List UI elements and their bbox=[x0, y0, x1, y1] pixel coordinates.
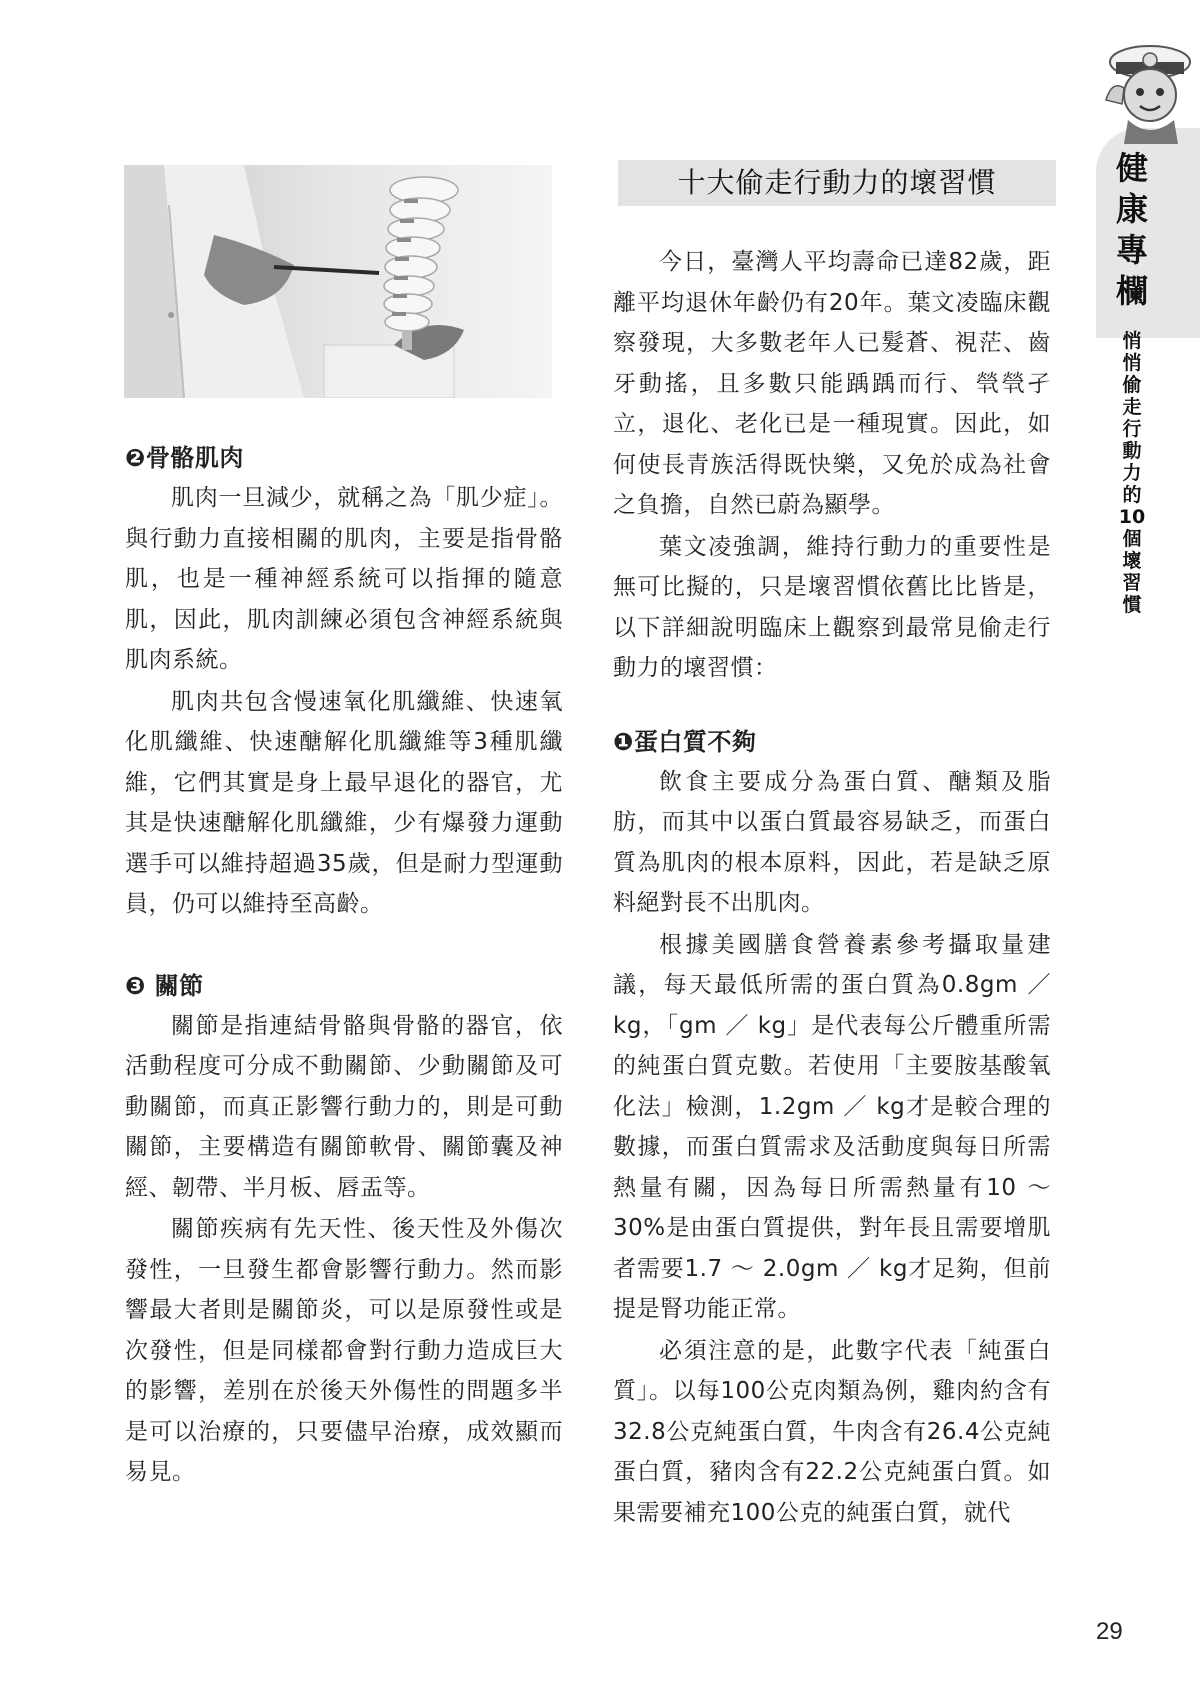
section-heading-protein: ❶蛋白質不夠 bbox=[613, 727, 757, 756]
subtitle-char: 壞 bbox=[1122, 550, 1142, 572]
paragraph: 飲食主要成分為蛋白質、醣類及脂肪，而其中以蛋白質最容易缺乏，而蛋白質為肌肉的根本原料，因此，若是缺乏原料絕對長不出肌肉。 bbox=[613, 768, 1051, 916]
paragraph: 肌肉一旦減少，就稱之為「肌少症」。與行動力直接相關的肌肉，主要是指骨骼肌，也是一種神經系統可以指揮的隨意肌，因此，肌肉訓練必須包含神經系統與肌肉系統。 bbox=[125, 485, 563, 673]
section-heading-joints: ❸ 關節 bbox=[125, 971, 204, 1000]
right-column bbox=[613, 242, 1051, 1534]
subtitle-char: 力 bbox=[1122, 462, 1142, 484]
spine-model-photo bbox=[124, 165, 552, 398]
subtitle-char: 悄 bbox=[1122, 330, 1142, 352]
subtitle-char: 慣 bbox=[1122, 594, 1142, 616]
page-number: 29 bbox=[1096, 1618, 1123, 1645]
subtitle-char: 走 bbox=[1122, 396, 1142, 418]
column-category-title: 健康專欄 bbox=[1115, 149, 1148, 310]
subtitle-char: 習 bbox=[1122, 572, 1142, 594]
paragraph: 根據美國膳食營養素參考攝取量建議，每天最低所需的蛋白質為0.8gm ／ kg，「gm ／ kg」是代表每公斤體重所需的純蛋白質克數。若使用「主要胺基酸氧化法」檢測，1.2gm ／ kg才是較合理的數據，而蛋白質需求及活動度與每日所需熱量有關，因為每日所需熱量有10 ～ 30%是由蛋白質提供，對年長且需要增肌者需要1.7 ～ 2.0gm ／ kg才足夠，但前提是腎功能正常。 bbox=[613, 931, 1051, 1322]
column-subtitle bbox=[1118, 330, 1146, 616]
subtitle-char: 偷 bbox=[1122, 374, 1142, 396]
paragraph: 必須注意的是，此數字代表「純蛋白質」。以每100公克肉類為例，雞肉約含有32.8公克純蛋白質，牛肉含有26.4公克純蛋白質，豬肉含有22.2公克純蛋白質。如果需要補充100公克的純蛋白質，就代 bbox=[613, 1337, 1051, 1526]
paragraph: 肌肉共包含慢速氧化肌纖維、快速氧化肌纖維、快速醣解化肌纖維等3種肌纖維，它們其實是身上最早退化的器官，尤其是快速醣解化肌纖維，少有爆發力運動選手可以維持超過35歲，但是耐力型運動員，仍可以維持至高齡。 bbox=[125, 688, 563, 917]
subtitle-char: 個 bbox=[1122, 528, 1142, 550]
left-column bbox=[125, 438, 563, 1494]
paragraph: 今日，臺灣人平均壽命已達82歲，距離平均退休年齡仍有20年。葉文凌臨床觀察發現，大多數老年人已髮蒼、視茫、齒牙動搖，且多數只能踽踽而行、煢煢孑立，退化、老化已是一種現實。因此，如何使長青族活得既快樂，又免於成為社會之負擔，自然已蔚為顯學。 bbox=[613, 249, 1051, 518]
subtitle-char: 的 bbox=[1122, 484, 1142, 506]
section-heading-skeletal-muscle: ❷骨骼肌肉 bbox=[125, 444, 244, 472]
paragraph: 葉文凌強調，維持行動力的重要性是無可比擬的，只是壞習慣依舊比比皆是，以下詳細說明臨床上觀察到最常見偷走行動力的壞習慣： bbox=[613, 533, 1051, 681]
paragraph: 關節是指連結骨骼與骨骼的器官，依活動程度可分成不動關節、少動關節及可動關節，而真正影響行動力的，則是可動關節，主要構造有關節軟骨、關節囊及神經、韌帶、半月板、唇盂等。 bbox=[125, 1012, 563, 1201]
subtitle-char: 行 bbox=[1122, 418, 1142, 440]
article-title: 十大偷走行動力的壞習慣 bbox=[618, 160, 1056, 206]
police-mascot-icon bbox=[1098, 40, 1200, 144]
subtitle-char: 悄 bbox=[1122, 352, 1142, 374]
paragraph: 關節疾病有先天性、後天性及外傷次發性，一旦發生都會影響行動力。然而影響最大者則是關節炎，可以是原發性或是次發性，但是同樣都會對行動力造成巨大的影響，差別在於後天外傷性的問題多半是可以治療的，只要儘早治療，成效顯而易見。 bbox=[125, 1216, 563, 1485]
subtitle-char: 10 bbox=[1118, 506, 1146, 528]
subtitle-char: 動 bbox=[1122, 440, 1142, 462]
